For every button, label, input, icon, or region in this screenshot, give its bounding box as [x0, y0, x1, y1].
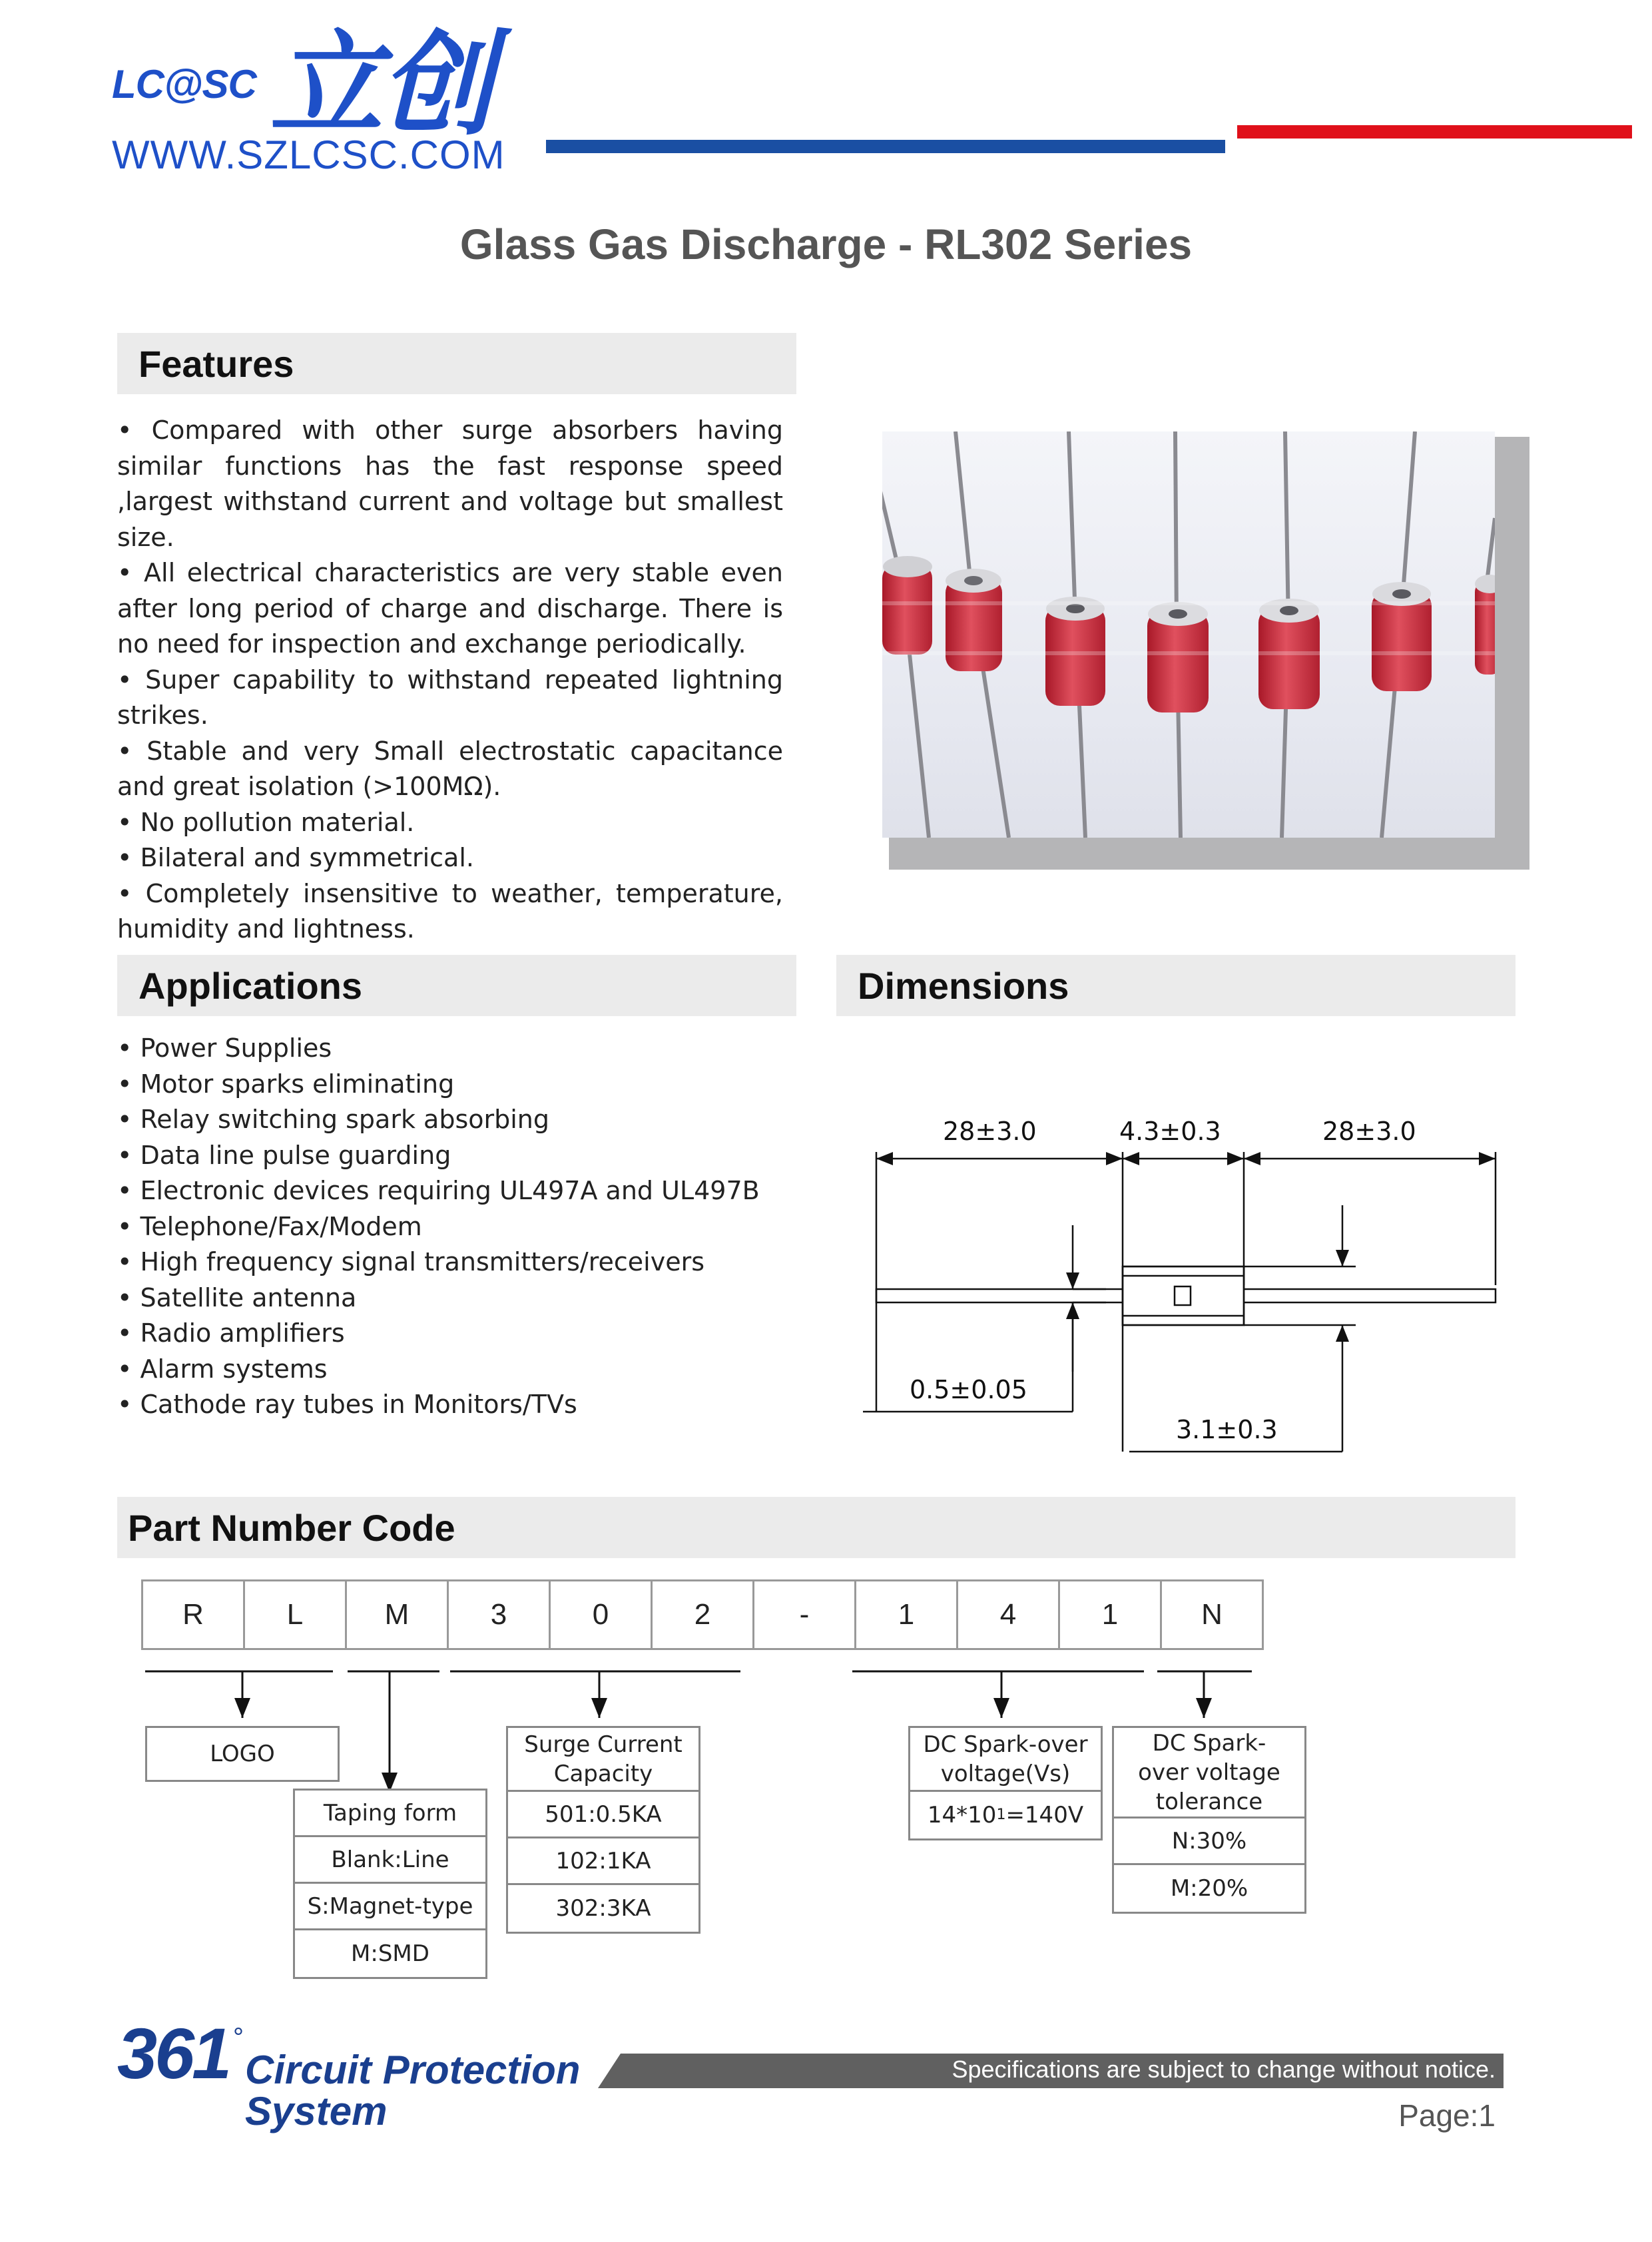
footer-notice: Specifications are subject to change without notice. — [952, 2056, 1496, 2083]
tolerance-option: M:20% — [1170, 1875, 1248, 1902]
pn-logo-box: LOGO — [145, 1726, 340, 1782]
dim-body-length-label: 4.3±0.3 — [1119, 1117, 1221, 1146]
dim-lead-diameter-label: 0.5±0.05 — [910, 1375, 1027, 1404]
footer-brand-number: 361 — [117, 2013, 230, 2094]
website-url: WWW.SZLCSC.COM — [112, 133, 505, 177]
part-number-heading: Part Number Code — [117, 1497, 1515, 1558]
application-item: • Telephone/Fax/Modem — [117, 1211, 422, 1241]
application-item: • Satellite antenna — [117, 1282, 357, 1312]
taping-option: Blank:Line — [295, 1837, 485, 1884]
pn-char: 1 — [856, 1581, 958, 1649]
application-item: • Relay switching spark absorbing — [117, 1105, 550, 1134]
gas-discharge-tubes-image — [882, 431, 1495, 838]
surge-option: 102:1KA — [508, 1838, 698, 1885]
application-item: • Data line pulse guarding — [117, 1140, 451, 1170]
surge-title — [508, 1728, 698, 1792]
part-number-table — [141, 1579, 1264, 1650]
taping-title: Taping form — [295, 1791, 485, 1837]
logo-lcsc-text: LC@SC — [112, 62, 256, 107]
tolerance-title-line1: DC Spark- — [1152, 1729, 1266, 1757]
pn-char: 3 — [448, 1581, 550, 1649]
application-item: • High frequency signal transmitters/receivers — [117, 1247, 705, 1276]
spark-value-sup: 1 — [996, 1807, 1006, 1823]
pn-char: - — [754, 1581, 856, 1649]
footer-brand-line2: System — [245, 2089, 388, 2133]
application-item: • Radio amplifiers — [117, 1318, 345, 1348]
application-item: • Power Supplies — [117, 1033, 332, 1063]
feature-item: • Stable and very Small electrostatic capacitance and great isolation (>100MΩ). — [117, 736, 783, 801]
surge-title-line2: Capacity — [553, 1760, 653, 1787]
feature-item: • Completely insensitive to weather, temperature, humidity and lightness. — [117, 878, 783, 944]
pn-spark-box — [908, 1726, 1103, 1840]
logo-chinese-text: 立创 — [270, 18, 491, 151]
features-heading: Features — [117, 333, 796, 394]
pn-char: L — [244, 1581, 346, 1649]
tolerance-title-line2: over voltage — [1138, 1759, 1280, 1786]
tolerance-option: N:30% — [1114, 1819, 1304, 1865]
tolerance-title — [1114, 1728, 1304, 1819]
pn-taping-box — [293, 1789, 487, 1979]
surge-option: 501:0.5KA — [508, 1792, 698, 1838]
dim-lead-right-label: 28±3.0 — [1322, 1117, 1416, 1146]
feature-item: • All electrical characteristics are very stable even after long period of charge and discharge. There is no need for inspection and exchange periodically. — [117, 558, 783, 659]
dim-body-diameter-label: 3.1±0.3 — [1176, 1415, 1278, 1444]
features-list — [117, 413, 783, 948]
page-number: Page:1 — [1398, 2098, 1496, 2133]
surge-title-line1: Surge Current — [524, 1731, 683, 1758]
dimensions-heading: Dimensions — [836, 955, 1515, 1016]
surge-option: 302:3KA — [555, 1895, 651, 1922]
page-title: Glass Gas Discharge - RL302 Series — [459, 220, 1193, 268]
application-item: • Alarm systems — [117, 1354, 328, 1384]
pn-char: 1 — [1059, 1581, 1161, 1649]
pn-char: 2 — [652, 1581, 754, 1649]
dimensions-drawing — [836, 1065, 1515, 1465]
feature-item: • Super capability to withstand repeated lightning strikes. — [117, 665, 783, 730]
pn-char: 4 — [958, 1581, 1059, 1649]
spark-value — [910, 1792, 1101, 1838]
applications-list — [117, 1031, 760, 1423]
spark-value-post: =140V — [1005, 1802, 1084, 1828]
applications-heading: Applications — [117, 955, 796, 1016]
product-photo — [882, 431, 1495, 838]
application-item: • Electronic devices requiring UL497A and UL497B — [117, 1176, 760, 1205]
header-red-bar — [1237, 125, 1632, 139]
application-item: • Motor sparks eliminating — [117, 1069, 455, 1099]
pn-char: R — [142, 1581, 244, 1649]
spark-value-pre: 14*10 — [927, 1802, 997, 1828]
spark-title-line2: voltage(Vs) — [940, 1760, 1071, 1787]
tolerance-title-line3: tolerance — [1155, 1788, 1263, 1815]
feature-item: • Compared with other surge absorbers having similar functions has the fast response speed ,largest withstand current and voltage but smallest size. — [117, 416, 783, 552]
footer-brand-text — [245, 2050, 580, 2132]
header-blue-bar — [546, 140, 1225, 153]
footer-brand-degree: ° — [233, 2023, 244, 2052]
footer-brand-line1: Circuit Protection — [245, 2048, 581, 2092]
feature-item: • Bilateral and symmetrical. — [117, 843, 474, 872]
dim-lead-left-label: 28±3.0 — [943, 1117, 1037, 1146]
application-item: • Cathode ray tubes in Monitors/TVs — [117, 1390, 577, 1419]
feature-item: • No pollution material. — [117, 807, 415, 837]
pn-tolerance-box — [1112, 1726, 1306, 1914]
spark-title-line1: DC Spark-over — [923, 1731, 1088, 1758]
pn-char: M — [346, 1581, 448, 1649]
pn-char: N — [1161, 1581, 1263, 1649]
spark-title — [910, 1728, 1101, 1792]
pn-surge-box — [506, 1726, 700, 1934]
taping-option: S:Magnet-type — [295, 1884, 485, 1930]
pn-char: 0 — [550, 1581, 652, 1649]
taping-option: M:SMD — [351, 1940, 429, 1967]
